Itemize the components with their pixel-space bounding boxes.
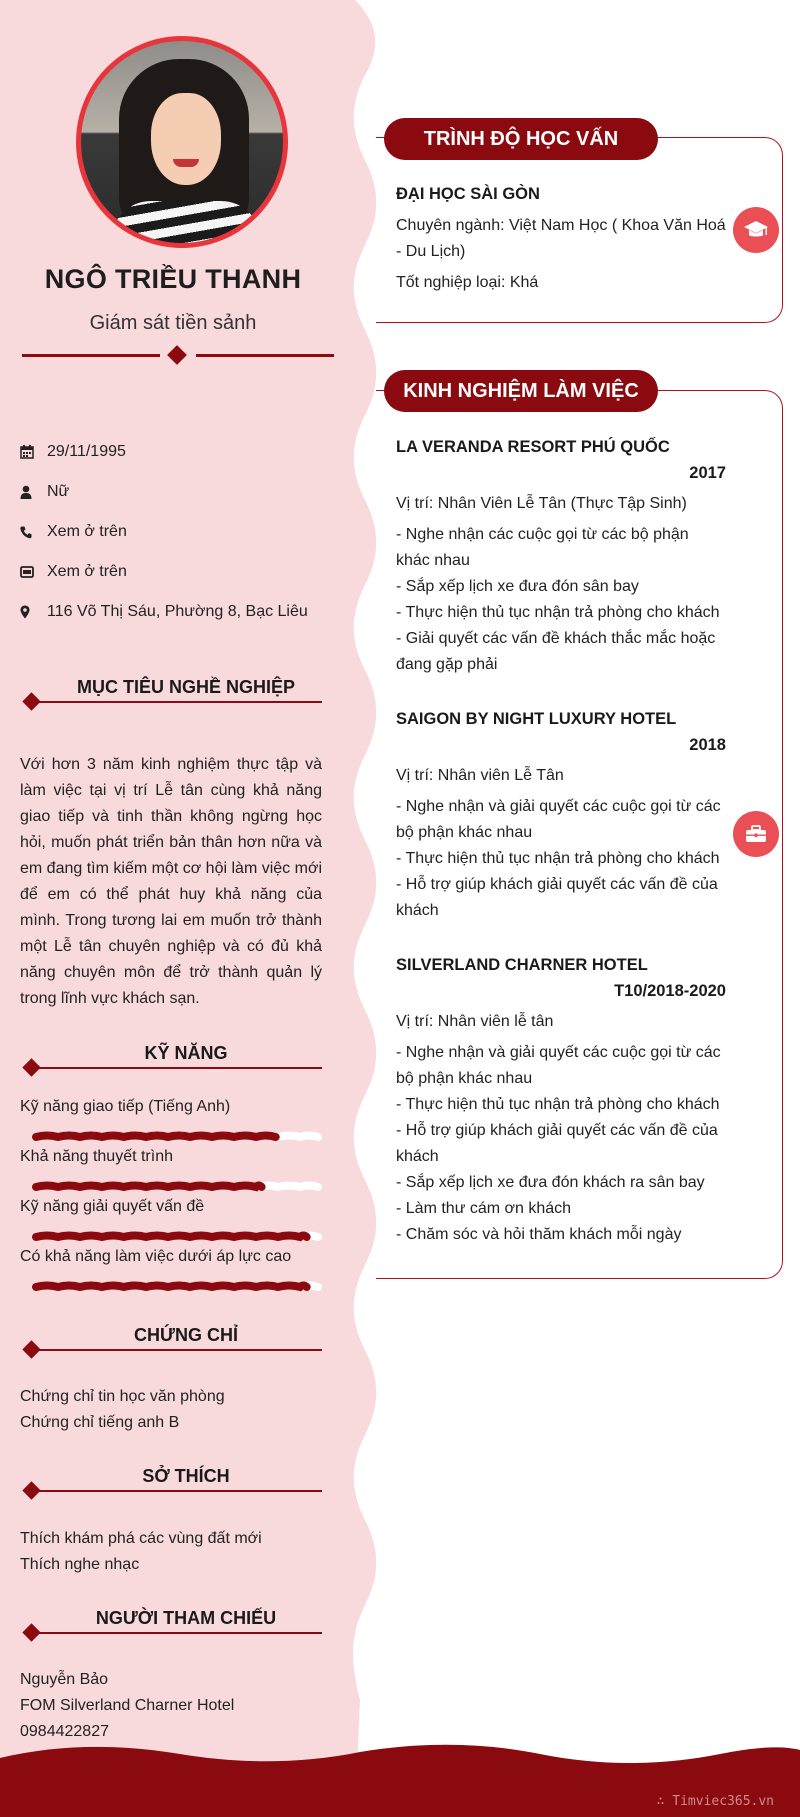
footer-watermark: ∴ Timviec365.vn (656, 1794, 774, 1809)
company-name: LA VERANDA RESORT PHÚ QUỐC (396, 438, 670, 456)
job-duty: - Thực hiện thủ tục nhận trả phòng cho khách (396, 850, 720, 867)
skill-bar-fill (36, 1286, 307, 1288)
certificates-title: CHỨNG CHỈ (134, 1325, 238, 1345)
list-item: Chứng chỉ tin học văn phòng (20, 1388, 225, 1405)
calendar-icon (20, 445, 47, 459)
skill-bar-graphic (20, 1280, 322, 1294)
certificates-list (20, 1384, 322, 1436)
objective-heading (20, 677, 322, 707)
job-duty: - Nghe nhận các cuộc gọi từ các bộ phận khác nhau (396, 526, 689, 569)
phone-value: Xem ở trên (47, 523, 127, 540)
objective-title: MỤC TIÊU NGHỀ NGHIỆP (76, 677, 295, 697)
email-row (20, 552, 330, 592)
skill-bar-graphic (20, 1180, 322, 1194)
references-list (20, 1667, 322, 1745)
name-divider (22, 345, 334, 365)
references-heading (20, 1608, 322, 1638)
email-value: Xem ở trên (47, 563, 127, 580)
job-duty: - Chăm sóc và hỏi thăm khách mỗi ngày (396, 1226, 682, 1243)
birthday-value: 29/11/1995 (47, 443, 126, 460)
list-item: Thích nghe nhạc (20, 1556, 140, 1573)
skill-bar-graphic (20, 1230, 322, 1244)
job-duty: - Giải quyết các vấn đề khách thắc mắc hoặc đang gặp phải (396, 630, 716, 673)
email-icon (20, 566, 47, 578)
job-duty: - Thực hiện thủ tục nhận trả phòng cho khách (396, 1096, 720, 1113)
job-duty: - Sắp xếp lịch xe đưa đón khách ra sân bay (396, 1174, 705, 1191)
hobbies-title: SỞ THÍCH (142, 1466, 230, 1486)
skill-bar-fill (36, 1186, 262, 1188)
reference-name: Nguyễn Bảo (20, 1671, 109, 1688)
education-grade: Tốt nghiệp loại: Khá (396, 274, 539, 291)
user-icon (20, 485, 47, 499)
references-title: NGƯỜI THAM CHIẾU (95, 1608, 277, 1628)
experience-title: KINH NGHIỆM LÀM VIỆC (384, 370, 658, 412)
phone-icon (20, 526, 47, 539)
job-duty: - Hỗ trợ giúp khách giải quyết các vấn đề của khách (396, 876, 718, 919)
skill-item (20, 1248, 322, 1294)
reference-company: FOM Silverland Charner Hotel (20, 1697, 235, 1714)
skill-label: Khả năng thuyết trình (20, 1148, 173, 1165)
phone-row (20, 512, 330, 552)
birthday-row (20, 432, 330, 472)
avatar (76, 36, 288, 248)
objective-text: Với hơn 3 năm kinh nghiệm thực tập và làm việc tại vị trí Lễ tân cùng khả năng giao tiếp và tinh thần không ngừng học hỏi, muốn phát triển bản thân hơn nữa và em đang tìm kiếm một cơ hội làm việc mới để em có thể phát huy khả năng của mình. Trong tương lai em muốn trở thành một Lễ tân chuyên nghiệp và có đủ khả năng chuyên môn để trở thành quản lý trong lĩnh vực khách sạn. (20, 756, 322, 1007)
company-name: SILVERLAND CHARNER HOTEL (396, 956, 648, 974)
job-period: T10/2018-2020 (614, 982, 726, 1000)
skill-label: Kỹ năng giao tiếp (Tiếng Anh) (20, 1098, 231, 1115)
job-period: 2018 (689, 736, 726, 754)
skill-bar (20, 1280, 322, 1294)
job-duty: - Nghe nhận và giải quyết các cuộc gọi từ các bộ phận khác nhau (396, 798, 721, 841)
briefcase-icon (733, 811, 779, 857)
skill-item (20, 1198, 322, 1244)
skills-heading (20, 1043, 322, 1073)
skill-bar-fill (36, 1236, 307, 1238)
job-position: Vị trí: Nhân viên lễ tân (396, 1013, 554, 1030)
skills-title: KỸ NĂNG (144, 1043, 228, 1063)
graduation-cap-icon (733, 207, 779, 253)
job-position: Vị trí: Nhân viên Lễ Tân (396, 767, 564, 784)
job-duty: - Sắp xếp lịch xe đưa đón sân bay (396, 578, 639, 595)
location-icon (20, 605, 47, 619)
skill-bar-graphic (20, 1130, 322, 1144)
education-major: Chuyên ngành: Việt Nam Học ( Khoa Văn Hoá - Du Lịch) (396, 217, 726, 260)
job-duty: - Thực hiện thủ tục nhận trả phòng cho khách (396, 604, 720, 621)
skill-bar (20, 1130, 322, 1144)
skill-item (20, 1098, 322, 1144)
job-period: 2017 (689, 464, 726, 482)
hobbies-heading (20, 1466, 322, 1496)
candidate-name: NGÔ TRIỀU THANH (44, 264, 302, 294)
reference-phone: 0984422827 (20, 1723, 109, 1740)
skill-item (20, 1148, 322, 1194)
company-name: SAIGON BY NIGHT LUXURY HOTEL (396, 710, 677, 728)
skill-label: Kỹ năng giải quyết vấn đề (20, 1198, 205, 1215)
skill-bar (20, 1230, 322, 1244)
gender-value: Nữ (47, 483, 70, 500)
job-entry (396, 952, 726, 1248)
job-duty: - Làm thư cám ơn khách (396, 1200, 572, 1217)
school-name: ĐẠI HỌC SÀI GÒN (396, 185, 540, 203)
education-title: TRÌNH ĐỘ HỌC VẤN (384, 118, 658, 160)
job-position: Vị trí: Nhân Viên Lễ Tân (Thực Tập Sinh) (396, 495, 687, 512)
address-row (20, 592, 330, 632)
skill-bar-fill (36, 1136, 276, 1138)
skill-bar (20, 1180, 322, 1194)
address-value: 116 Võ Thị Sáu, Phường 8, Bạc Liêu (47, 603, 308, 620)
skill-label: Có khả năng làm việc dưới áp lực cao (20, 1248, 292, 1265)
job-title: Giám sát tiền sảnh (89, 312, 257, 334)
hobbies-list (20, 1526, 322, 1578)
job-duty: - Hỗ trợ giúp khách giải quyết các vấn đề của khách (396, 1122, 718, 1165)
certificates-heading (20, 1325, 322, 1355)
list-item: Thích khám phá các vùng đất mới (20, 1530, 262, 1547)
job-entry (396, 434, 726, 678)
gender-row (20, 472, 330, 512)
contact-info (20, 432, 330, 632)
list-item: Chứng chỉ tiếng anh B (20, 1414, 180, 1431)
education-content (396, 181, 726, 296)
job-entry (396, 706, 726, 924)
job-duty: - Nghe nhận và giải quyết các cuộc gọi từ các bộ phận khác nhau (396, 1044, 721, 1087)
